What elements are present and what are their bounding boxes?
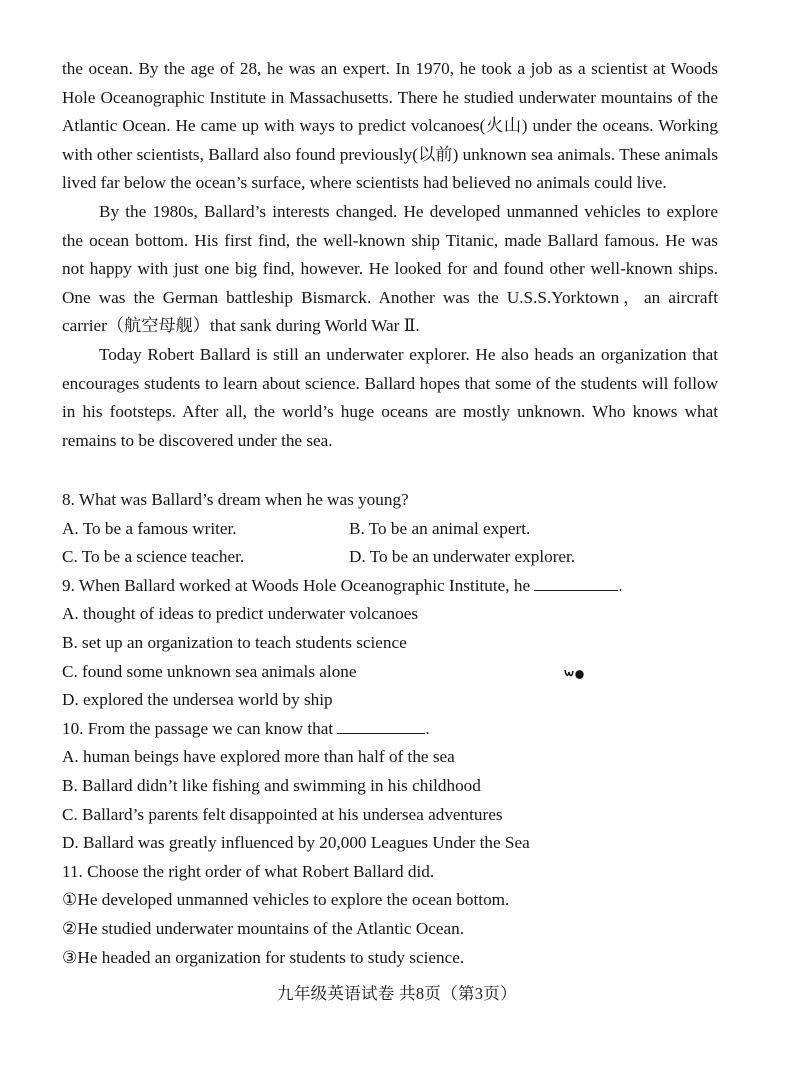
- question-9-stem: [62, 572, 718, 601]
- question-9-option-a: A. thought of ideas to predict underwater volcanoes: [62, 604, 419, 624]
- question-8-option-b: B. To be an animal expert.: [349, 518, 531, 538]
- question-9-option-d: D. explored the undersea world by ship: [62, 690, 333, 710]
- question-9-answer-blank: [534, 576, 618, 591]
- question-11-item-3: ③He headed an organization for students to study science.: [62, 947, 465, 967]
- question-9-stem-text: 9. When Ballard worked at Woods Hole Oceanographic Institute, he: [62, 575, 531, 595]
- question-8-option-a: A. To be a famous writer.: [62, 518, 237, 538]
- question-10-answer-blank: [337, 719, 425, 734]
- passage-paragraph-3: Today Robert Ballard is still an underwater explorer. He also heads an organization that encourages students to learn about science. Ballard hopes that some of the students will follow in his footsteps. After all, the world’s huge oceans are mostly unknown. Who knows what remains to be discovered under the sea.: [62, 344, 718, 450]
- question-10-option-b: B. Ballard didn’t like fishing and swimming in his childhood: [62, 775, 481, 795]
- question-8-options-row-2: [62, 543, 718, 572]
- question-list: [62, 486, 718, 972]
- question-8-option-d: D. To be an underwater explorer.: [349, 547, 576, 567]
- question-9-option-b: B. set up an organization to teach students science: [62, 632, 407, 652]
- question-8-options-row-1: [62, 515, 718, 544]
- question-10-stem: [62, 715, 718, 744]
- question-10-stem-period: .: [425, 718, 430, 738]
- question-11-item-2: ②He studied underwater mountains of the Atlantic Ocean.: [62, 918, 465, 938]
- page-footer: 九年级英语试卷 共8页（第3页）: [277, 984, 517, 1003]
- passage-paragraph-2: By the 1980s, Ballard’s interests changed. He developed unmanned vehicles to explore the ocean bottom. His first find, the well-known ship Titanic, made Ballard famous. He was not happy with just one big find, however. He looked for and found other well-known ships. One was the German battleship Bismarck. Another was the U.S.S.Yorktown，an aircraft carrier（航空母舰）that sank during World War Ⅱ.: [62, 201, 718, 336]
- question-10-option-a: A. human beings have explored more than half of the sea: [62, 747, 455, 767]
- question-11-item-1: ①He developed unmanned vehicles to explore the ocean bottom.: [62, 890, 510, 910]
- question-10-stem-text: 10. From the passage we can know that: [62, 718, 334, 738]
- question-10-option-d: D. Ballard was greatly influenced by 20,000 Leagues Under the Sea: [62, 833, 530, 853]
- ink-smudge-mark: [563, 667, 585, 681]
- question-9-option-c: C. found some unknown sea animals alone: [62, 661, 357, 681]
- question-9-stem-period: .: [618, 575, 623, 595]
- question-10-option-c: C. Ballard’s parents felt disappointed at his undersea adventures: [62, 804, 503, 824]
- passage-paragraph-1: the ocean. By the age of 28, he was an expert. In 1970, he took a job as a scientist at Woods Hole Oceanographic Institute in Massachusetts. There he studied underwater mountains of the Atlantic Ocean. He came up with ways to predict volcanoes(火山) under the oceans. Working with other scientists, Ballard also found previously(以前) unknown sea animals. These animals lived far below the ocean’s surface, where scientists had believed no animals could live.: [62, 59, 718, 193]
- reading-passage: [62, 55, 718, 455]
- question-8-option-c: C. To be a science teacher.: [62, 547, 245, 567]
- question-8-stem: 8. What was Ballard’s dream when he was young?: [62, 490, 409, 509]
- question-11-stem: 11. Choose the right order of what Robert Ballard did.: [62, 861, 435, 881]
